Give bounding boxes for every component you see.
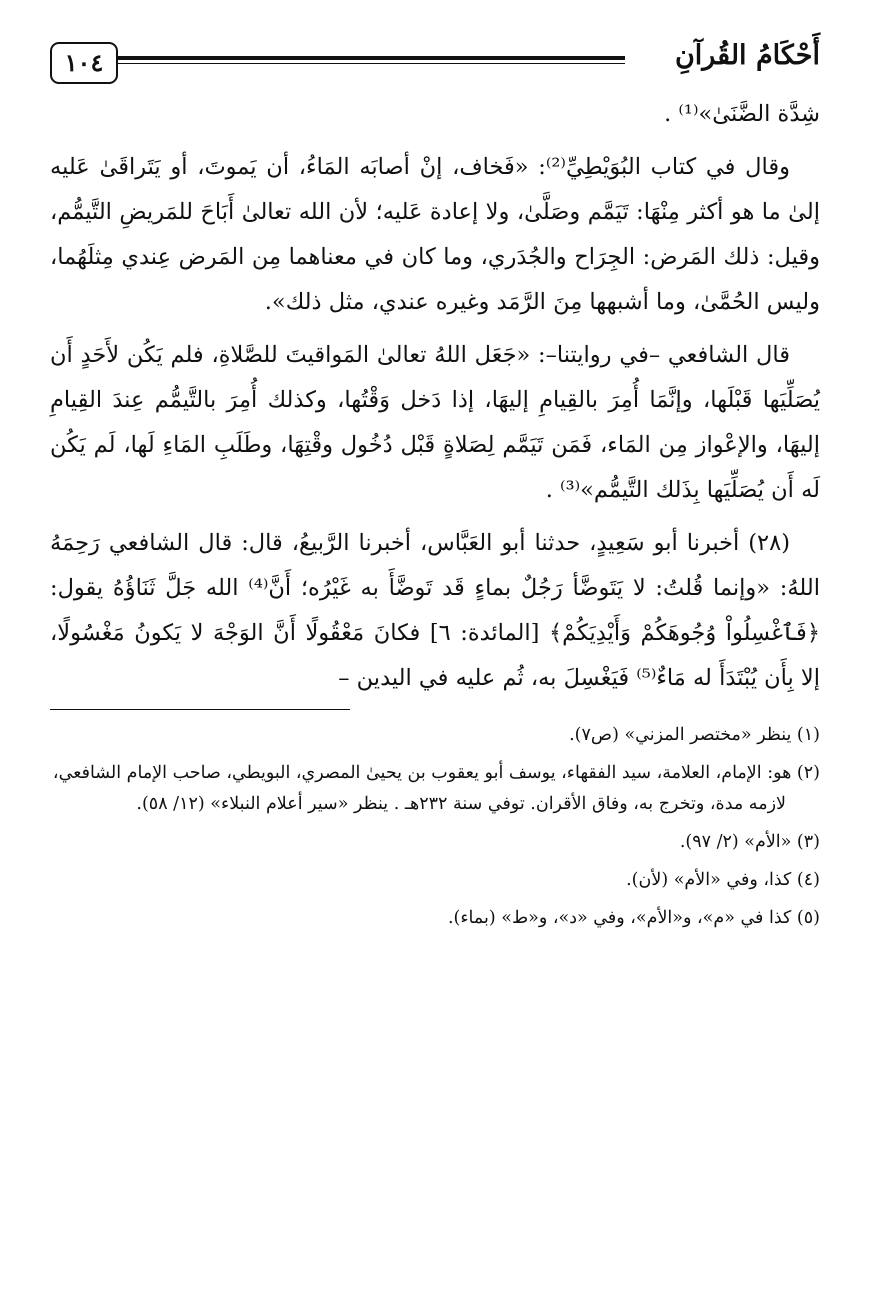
header-rule <box>118 56 625 64</box>
footnote-separator <box>50 709 350 710</box>
footnote: (٥) كذا في «م»، و«الأم»، وفي «د»، و«ط» (بماء). <box>447 908 820 928</box>
footnote: (٣) «الأم» (٢/ ٩٧). <box>679 832 820 852</box>
running-title: أَحْكَامُ القُرآنِ <box>674 40 820 71</box>
footnote: (٢) هو: الإمام، العلامة، سيد الفقهاء، يوسف أبو يعقوب بن يحيىٰ المصري، البويطي، صاحب الإمام الشافعي، لازمه مدة، وتخرج به، وفاق الأقران. توفي سنة ٢٣٢هـ . ينظر «سير أعلام النبلاء» (١٢/ ٥٨). <box>52 763 820 814</box>
book-page <box>50 30 820 941</box>
footnote: (٤) كذا، وفي «الأم» (لأن). <box>626 870 820 890</box>
footnote: (١) ينظر «مختصر المزني» (ص٧). <box>569 725 820 745</box>
paragraph: قال الشافعي –في روايتنا–: «جَعَل اللهُ تعالىٰ المَواقيتَ للصَّلاةِ، فلم يَكُن لأَحَدٍ أَن يُصَلِّيَها قَبْلَها، وإنَّمَا أُمِرَ بالقِيامِ إليهَا، إذا دَخل وَقْتُها، وكذلك أُمِرَ بالتَّيمُّم عِندَ القِيامِ إليهَا، والإعْواز مِن المَاء، فَمَن تَيَمَّم لِصَلاةٍ قَبْل دُخُول وقْتِهَا، وطَلَبِ المَاءِ لَها، لَم يَكُن لَه أَن يُصَلِّيَها بِذَلك التَّيمُّم»⁽³⁾ . <box>50 342 820 503</box>
paragraph: شِدَّة الضَّنَىٰ»⁽¹⁾ . <box>664 101 820 127</box>
main-text <box>50 92 820 701</box>
paragraph: (٢٨) أخبرنا أبو سَعِيدٍ، حدثنا أبو العَبَّاس، أخبرنا الرَّبيعُ، قال: قال الشافعي رَحِمَهُ اللهُ: «وإنما قُلتُ: لا يَتَوضَّأ رَجُلٌ بماءٍ قَد تَوضَّأَ به غَيْرُه؛ أَنَّ⁽⁴⁾ الله جَلَّ ثَنَاؤُهُ يقول: ﴿فَٱغْسِلُواْ وُجُوهَكُمْ وَأَيْدِيَكُمْ﴾ [المائدة: ٦] فكانَ مَعْقُولًا أَنَّ الوَجْهَ لا يَكونُ مَغْسُولًا، إلا بِأَن يُبْتَدَأَ له مَاءٌ⁽⁵⁾ فَيَغْسِلَ به، ثُم عليه في اليدين – <box>50 530 820 691</box>
paragraph: وقال في كتاب البُوَيْطِيِّ⁽²⁾: «فَخاف، إنْ أصابَه المَاءُ، أن يَموتَ، أو يَتَراقَىٰ عَليه إلىٰ ما هو أكثر مِنْهَا: تَيَمَّم وصَلَّىٰ، ولا إعادة عَليه؛ لأن الله تعالىٰ أَبَاحَ للمَريضِ التَّيمُّم، وقيل: ذلك المَرض: الجِرَاح والجُدَري، وما كان في معناهما مِن المَرض عِندي مِثلَهُما، وليس الحُمَّىٰ، وما أشبهها مِنَ الرَّمَد وغيره عندي، مثل ذلك». <box>50 154 820 315</box>
page-header <box>50 30 820 92</box>
footnotes <box>50 720 820 934</box>
page-number: ١٠٤ <box>50 42 118 84</box>
